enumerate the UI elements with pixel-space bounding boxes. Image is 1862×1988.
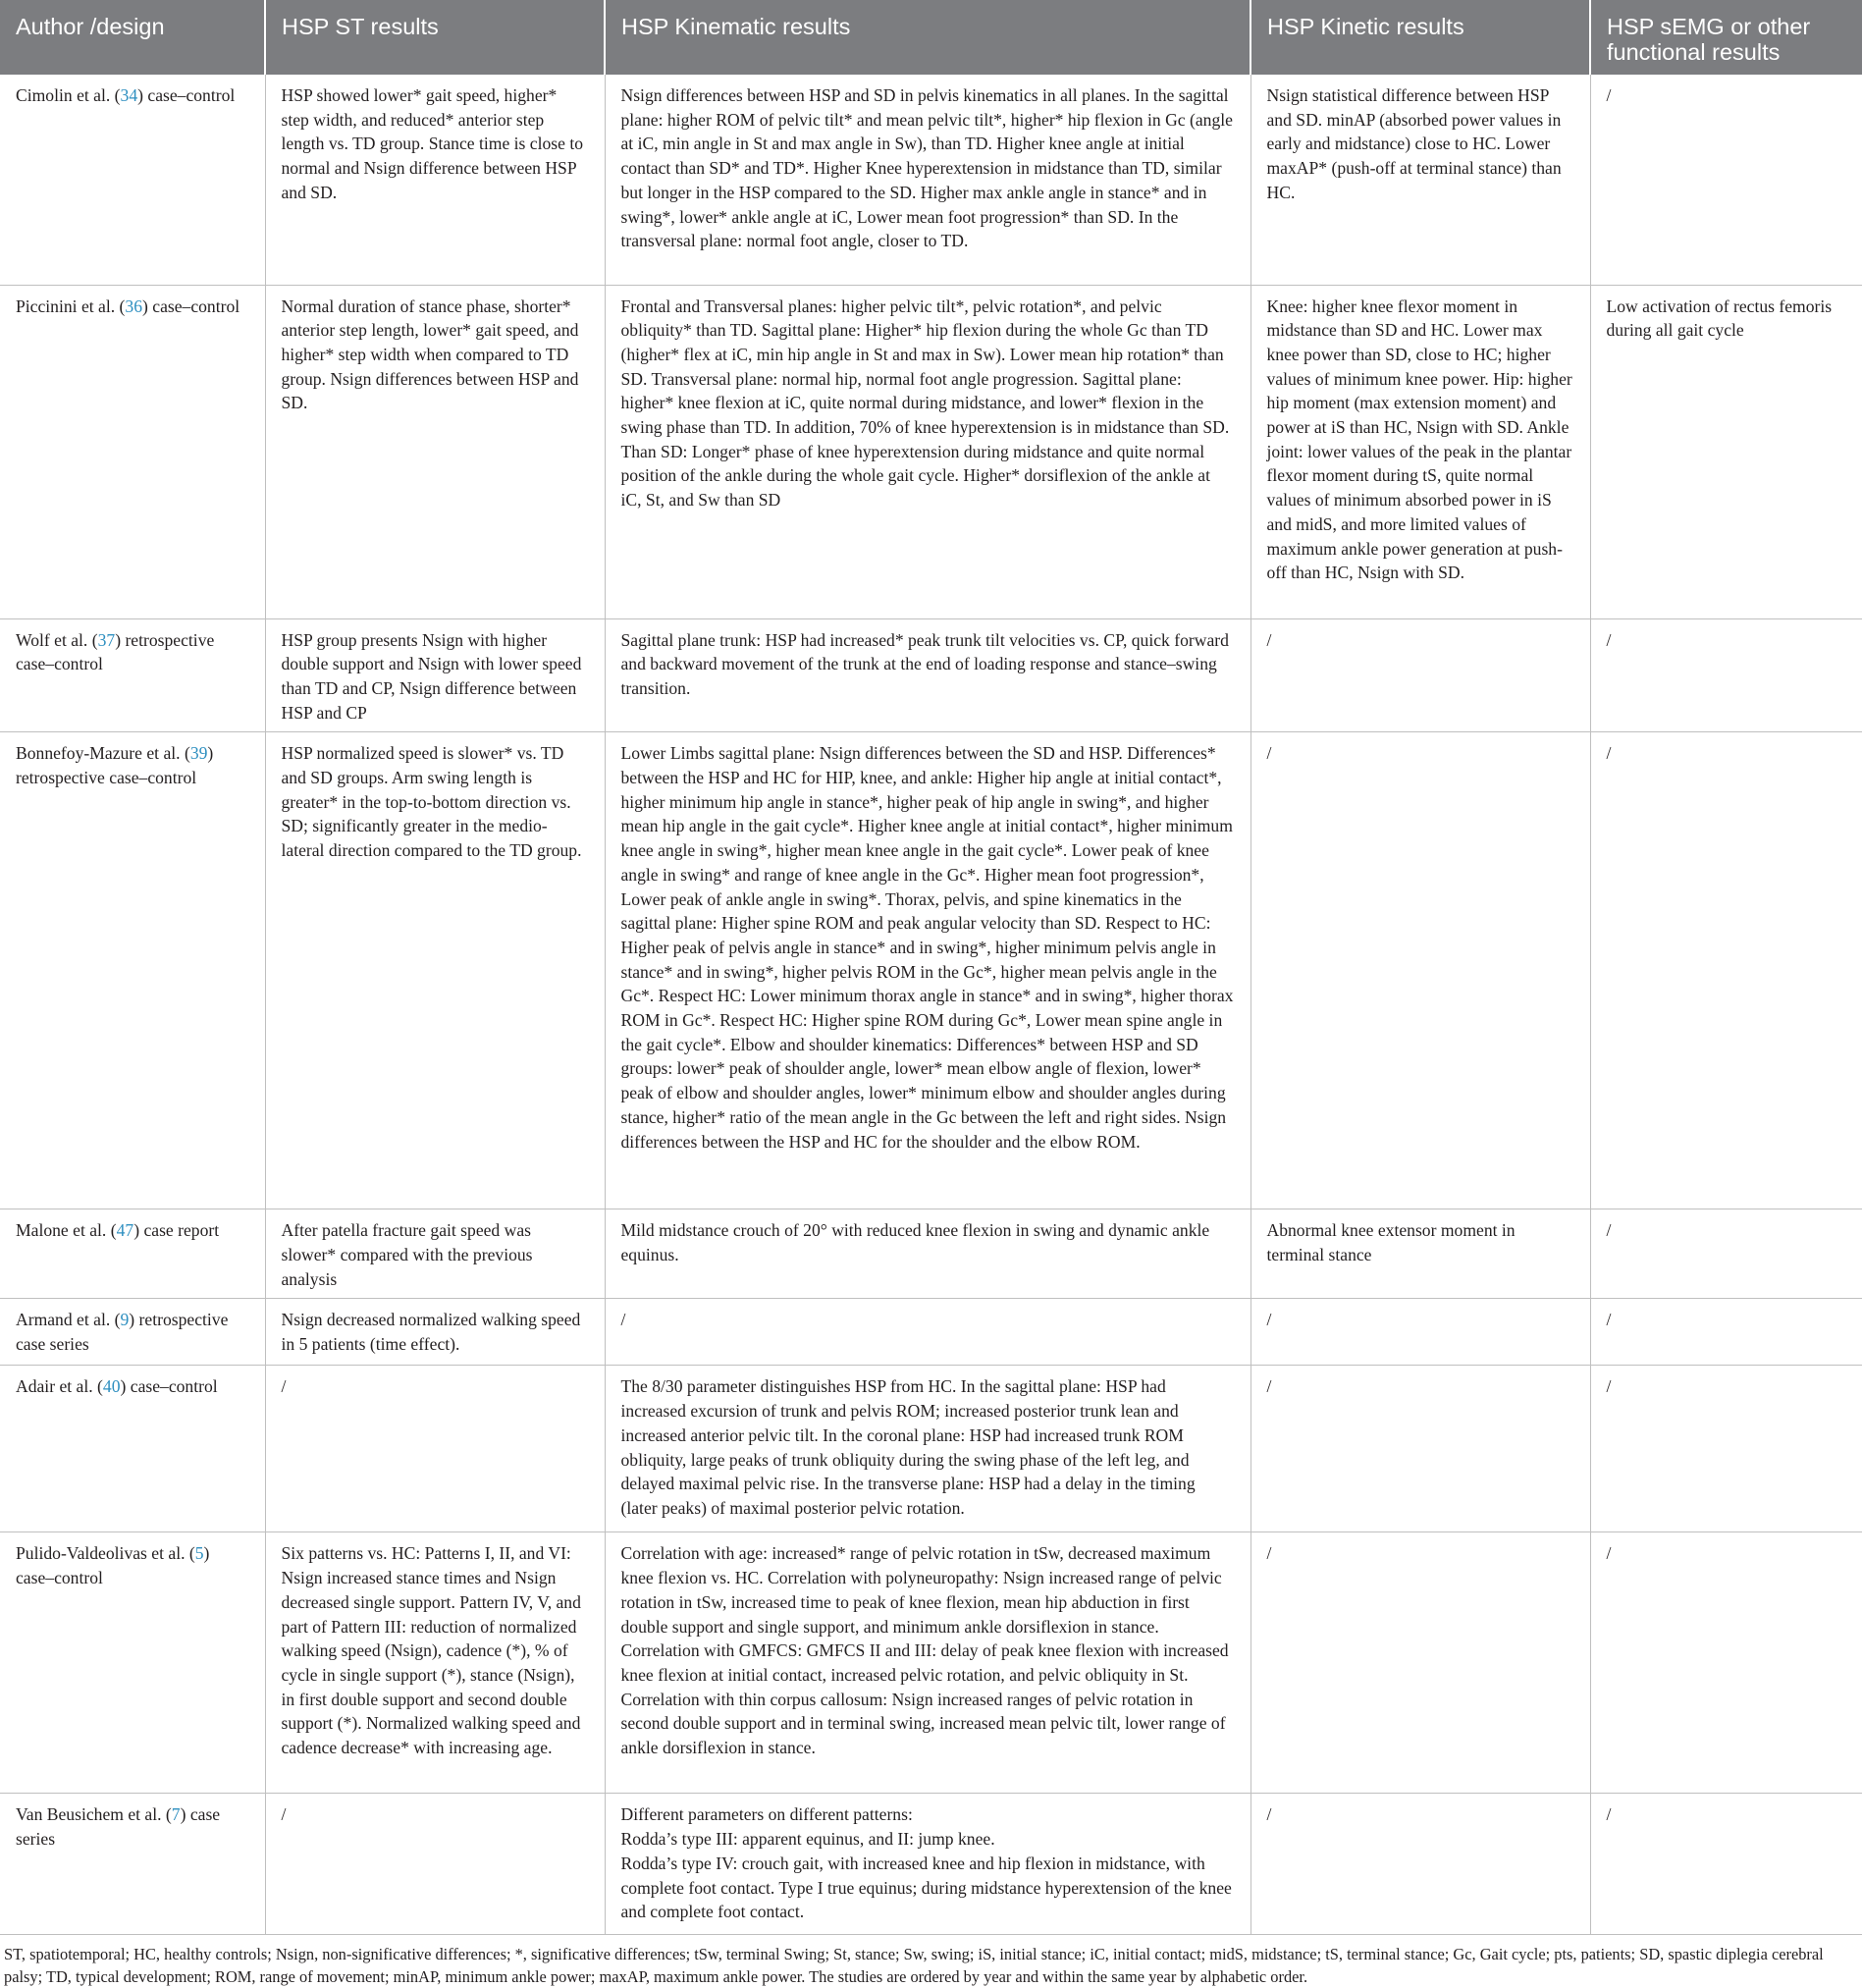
author-cell: Malone et al. (47) case report: [0, 1209, 265, 1299]
kinematic-cell: Nsign differences between HSP and SD in pelvis kinematics in all planes. In the sagittal plane: higher ROM of pelvic tilt* and mean pelvic tilt*, higher* hip flexion in Gc (angle at iC, min angle in St and max angle in Sw), than TD. Higher knee angle at initial contact than SD* and TD*. Higher Knee hyperextension in midstance than TD, similar but longer in the HSP compared to the SD. Higher max ankle angle in stance* and in swing*, lower* ankle angle at iC, Lower mean foot progression* than SD. In the transversal plane: normal foot angle, closer to TD.: [605, 75, 1250, 285]
table-row: [0, 1794, 1862, 1935]
table-body: [0, 75, 1862, 1935]
st-cell: /: [265, 1794, 605, 1935]
author-cell: Pulido-Valdeolivas et al. (5) case–control: [0, 1532, 265, 1794]
kinematic-cell: Lower Limbs sagittal plane: Nsign differences between the SD and HSP. Differences* between the HSP and HC for HIP, knee, and ankle: Higher hip angle at initial contact*, higher minimum hip angle in stance*, higher peak of hip angle in swing*, and higher mean hip angle in the gait cycle*. Higher knee angle at initial contact*, higher minimum knee angle in swing*, higher mean knee angle in the gait cycle*. Lower peak of knee angle in swing* and range of knee angle in the Gc*. Higher mean foot progression*, Lower peak of ankle angle in swing*. Thorax, pelvis, and spine kinematics in the sagittal plane: Higher spine ROM and peak angular velocity than SD. Respect to HC: Higher peak of pelvis angle in stance* and in swing*, higher minimum pelvis angle in stance* and in swing*, higher pelvis ROM in the Gc*, higher mean pelvis angle in the Gc*. Respect HC: Lower minimum thorax angle in stance* and in swing*, higher thorax ROM in Gc*. Respect HC: Higher spine ROM during Gc*, Lower mean spine angle in the gait cycle*. Elbow and shoulder kinematics: Differences* between HSP and SD groups: lower* peak of shoulder angle, lower* mean elbow angle of flexion, lower* peak of elbow and shoulder angles, lower* minimum elbow and shoulder angles during stance, higher* ratio of the mean angle in the Gc between the left and right sides. Nsign differences between the HSP and HC for the shoulder and the elbow ROM.: [605, 732, 1250, 1209]
reference-link[interactable]: 36: [125, 296, 142, 316]
st-cell: HSP normalized speed is slower* vs. TD and SD groups. Arm swing length is greater* in the top-to-bottom direction vs. SD; significantly greater in the medio-lateral direction compared to the TD group.: [265, 732, 605, 1209]
reference-link[interactable]: 37: [97, 629, 116, 650]
author-cell: Cimolin et al. (34) case–control: [0, 75, 265, 285]
table-row: [0, 285, 1862, 618]
kinematic-cell: /: [605, 1299, 1250, 1366]
kinetic-cell: /: [1250, 1366, 1590, 1532]
table-header: [0, 0, 1862, 75]
kinematic-cell: Mild midstance crouch of 20° with reduced knee flexion in swing and dynamic ankle equinus.: [605, 1209, 1250, 1299]
kinematic-cell: Frontal and Transversal planes: higher pelvic tilt*, pelvic rotation*, and pelvic obliquity* than TD. Sagittal plane: Higher* hip flexion during the whole Gc than TD (higher* flex at iC, min hip angle in St and max in Sw). Lower mean hip rotation* than SD. Transversal plane: normal hip, normal foot angle progression. Sagittal plane: higher* knee flexion at iC, quite normal during midstance, and lower* flexion in the swing phase than TD. In addition, 70% of knee hyperextension is in midstance than SD. Than SD: Longer* phase of knee hyperextension during midstance and quite normal position of the ankle during the whole gait cycle. Higher* dorsiflexion of the ankle at iC, St, and Sw than SD: [605, 285, 1250, 618]
kinetic-cell: Nsign statistical difference between HSP and SD. minAP (absorbed power values in early and midstance) close to HC. Lower maxAP* (push-off at terminal stance) than HC.: [1250, 75, 1590, 285]
reference-link[interactable]: 47: [116, 1220, 134, 1241]
kinetic-cell: /: [1250, 1532, 1590, 1794]
kinematic-cell: Correlation with age: increased* range of pelvic rotation in tSw, decreased maximum knee flexion vs. HC. Correlation with polyneuropathy: Nsign increased range of pelvic rotation in tSw, increased time to peak of knee flexion, mean hip abduction in first double support and single support, and minimum ankle dorsiflexion in stance. Correlation with GMFCS: GMFCS II and III: delay of peak knee flexion with increased knee flexion at initial contact, increased pelvic rotation, and pelvic obliquity in St. Correlation with thin corpus callosum: Nsign increased ranges of pelvic rotation in second double support and in terminal swing, increased mean pelvic tilt, lower range of ankle dorsiflexion in stance.: [605, 1532, 1250, 1794]
kinetic-cell: /: [1250, 618, 1590, 732]
st-cell: HSP group presents Nsign with higher double support and Nsign with lower speed than TD and CP, Nsign difference between HSP and CP: [265, 618, 605, 732]
reference-link[interactable]: 39: [189, 743, 208, 764]
semg-cell: /: [1590, 1366, 1862, 1532]
semg-cell: /: [1590, 618, 1862, 732]
table-row: [0, 1366, 1862, 1532]
reference-link[interactable]: 9: [120, 1310, 130, 1330]
kinetic-cell: /: [1250, 1794, 1590, 1935]
header-semg: HSP sEMG or other functional results: [1590, 0, 1862, 75]
kinetic-cell: /: [1250, 732, 1590, 1209]
author-cell: Bonnefoy-Mazure et al. (39) retrospective case–control: [0, 732, 265, 1209]
kinematic-cell: Sagittal plane trunk: HSP had increased* peak trunk tilt velocities vs. CP, quick forward and backward movement of the trunk at the end of loading response and stance–swing transition.: [605, 618, 1250, 732]
reference-link[interactable]: 40: [102, 1376, 121, 1397]
semg-cell: /: [1590, 732, 1862, 1209]
table-row: [0, 1532, 1862, 1794]
reference-link[interactable]: 34: [120, 85, 138, 105]
kinematic-cell: Different parameters on different patterns: Rodda’s type III: apparent equinus, and II: jump knee. Rodda’s type IV: crouch gait, with increased knee and hip flexion in midstance, with complete foot contact. Type I true equinus; during midstance hyperextension of the knee and complete foot contact.: [605, 1794, 1250, 1935]
reference-link[interactable]: 5: [194, 1543, 204, 1564]
semg-cell: /: [1590, 1209, 1862, 1299]
semg-cell: /: [1590, 1794, 1862, 1935]
header-kinematic: HSP Kinematic results: [605, 0, 1250, 75]
table-footnote: ST, spatiotemporal; HC, healthy controls; Nsign, non-significative differences; *, significative differences; tSw, terminal Swing; St, stance; Sw, swing; iS, initial stance; iC, initial contact; midS, midstance; tS, terminal stance; Gc, Gait cycle; pts, patients; SD, spastic diplegia cerebral palsy; TD, typical development; ROM, range of movement; minAP, minimum ankle power; maxAP, maximum ankle power. The studies are ordered by year and within the same year by alphabetic order.: [4, 1945, 1824, 1987]
st-cell: Nsign decreased normalized walking speed in 5 patients (time effect).: [265, 1299, 605, 1366]
author-cell: Armand et al. (9) retrospective case series: [0, 1299, 265, 1366]
author-cell: Adair et al. (40) case–control: [0, 1366, 265, 1532]
kinetic-cell: /: [1250, 1299, 1590, 1366]
header-kinetic: HSP Kinetic results: [1250, 0, 1590, 75]
table-row: [0, 75, 1862, 285]
author-cell: Piccinini et al. (36) case–control: [0, 285, 265, 618]
st-cell: /: [265, 1366, 605, 1532]
reference-link[interactable]: 7: [171, 1804, 181, 1825]
st-cell: After patella fracture gait speed was slower* compared with the previous analysis: [265, 1209, 605, 1299]
author-cell: Wolf et al. (37) retrospective case–control: [0, 618, 265, 732]
st-cell: HSP showed lower* gait speed, higher* step width, and reduced* anterior step length vs. TD group. Stance time is close to normal and Nsign difference between HSP and SD.: [265, 75, 605, 285]
header-st: HSP ST results: [265, 0, 605, 75]
table-row: [0, 1299, 1862, 1366]
st-cell: Six patterns vs. HC: Patterns I, II, and VI: Nsign increased stance times and Nsign decreased single support. Pattern IV, V, and part of Pattern III: reduction of normalized walking speed (Nsign), cadence (*), % of cycle in single support (*), stance (Nsign), in first double support and second double support (*). Normalized walking speed and cadence decrease* with increasing age.: [265, 1532, 605, 1794]
header-author: Author /design: [0, 0, 265, 75]
kinematic-cell: The 8/30 parameter distinguishes HSP from HC. In the sagittal plane: HSP had increased excursion of trunk and pelvis ROM; increased posterior trunk lean and increased anterior pelvic tilt. In the coronal plane: HSP had increased trunk ROM obliquity, large peaks of trunk obliquity during the swing phase of the left leg, and delayed maximal pelvic rise. In the transverse plane: HSP had a delay in the timing (later peaks) of maximal posterior pelvic rotation.: [605, 1366, 1250, 1532]
table-row: [0, 1209, 1862, 1299]
semg-cell: /: [1590, 1532, 1862, 1794]
st-cell: Normal duration of stance phase, shorter* anterior step length, lower* gait speed, and higher* step width when compared to TD group. Nsign differences between HSP and SD.: [265, 285, 605, 618]
semg-cell: /: [1590, 75, 1862, 285]
kinetic-cell: Knee: higher knee flexor moment in midstance than SD and HC. Lower max knee power than SD, close to HC; higher values of minimum knee power. Hip: higher hip moment (max extension moment) and power at iS than HC, Nsign with SD. Ankle joint: lower values of the peak in the plantar flexor moment during tS, quite normal values of minimum absorbed power in iS and midS, and more limited values of maximum ankle power generation at push-off than HC, Nsign with SD.: [1250, 285, 1590, 618]
table-row: [0, 618, 1862, 732]
table-row: [0, 732, 1862, 1209]
kinetic-cell: Abnormal knee extensor moment in terminal stance: [1250, 1209, 1590, 1299]
semg-cell: /: [1590, 1299, 1862, 1366]
author-cell: Van Beusichem et al. (7) case series: [0, 1794, 265, 1935]
semg-cell: Low activation of rectus femoris during all gait cycle: [1590, 285, 1862, 618]
